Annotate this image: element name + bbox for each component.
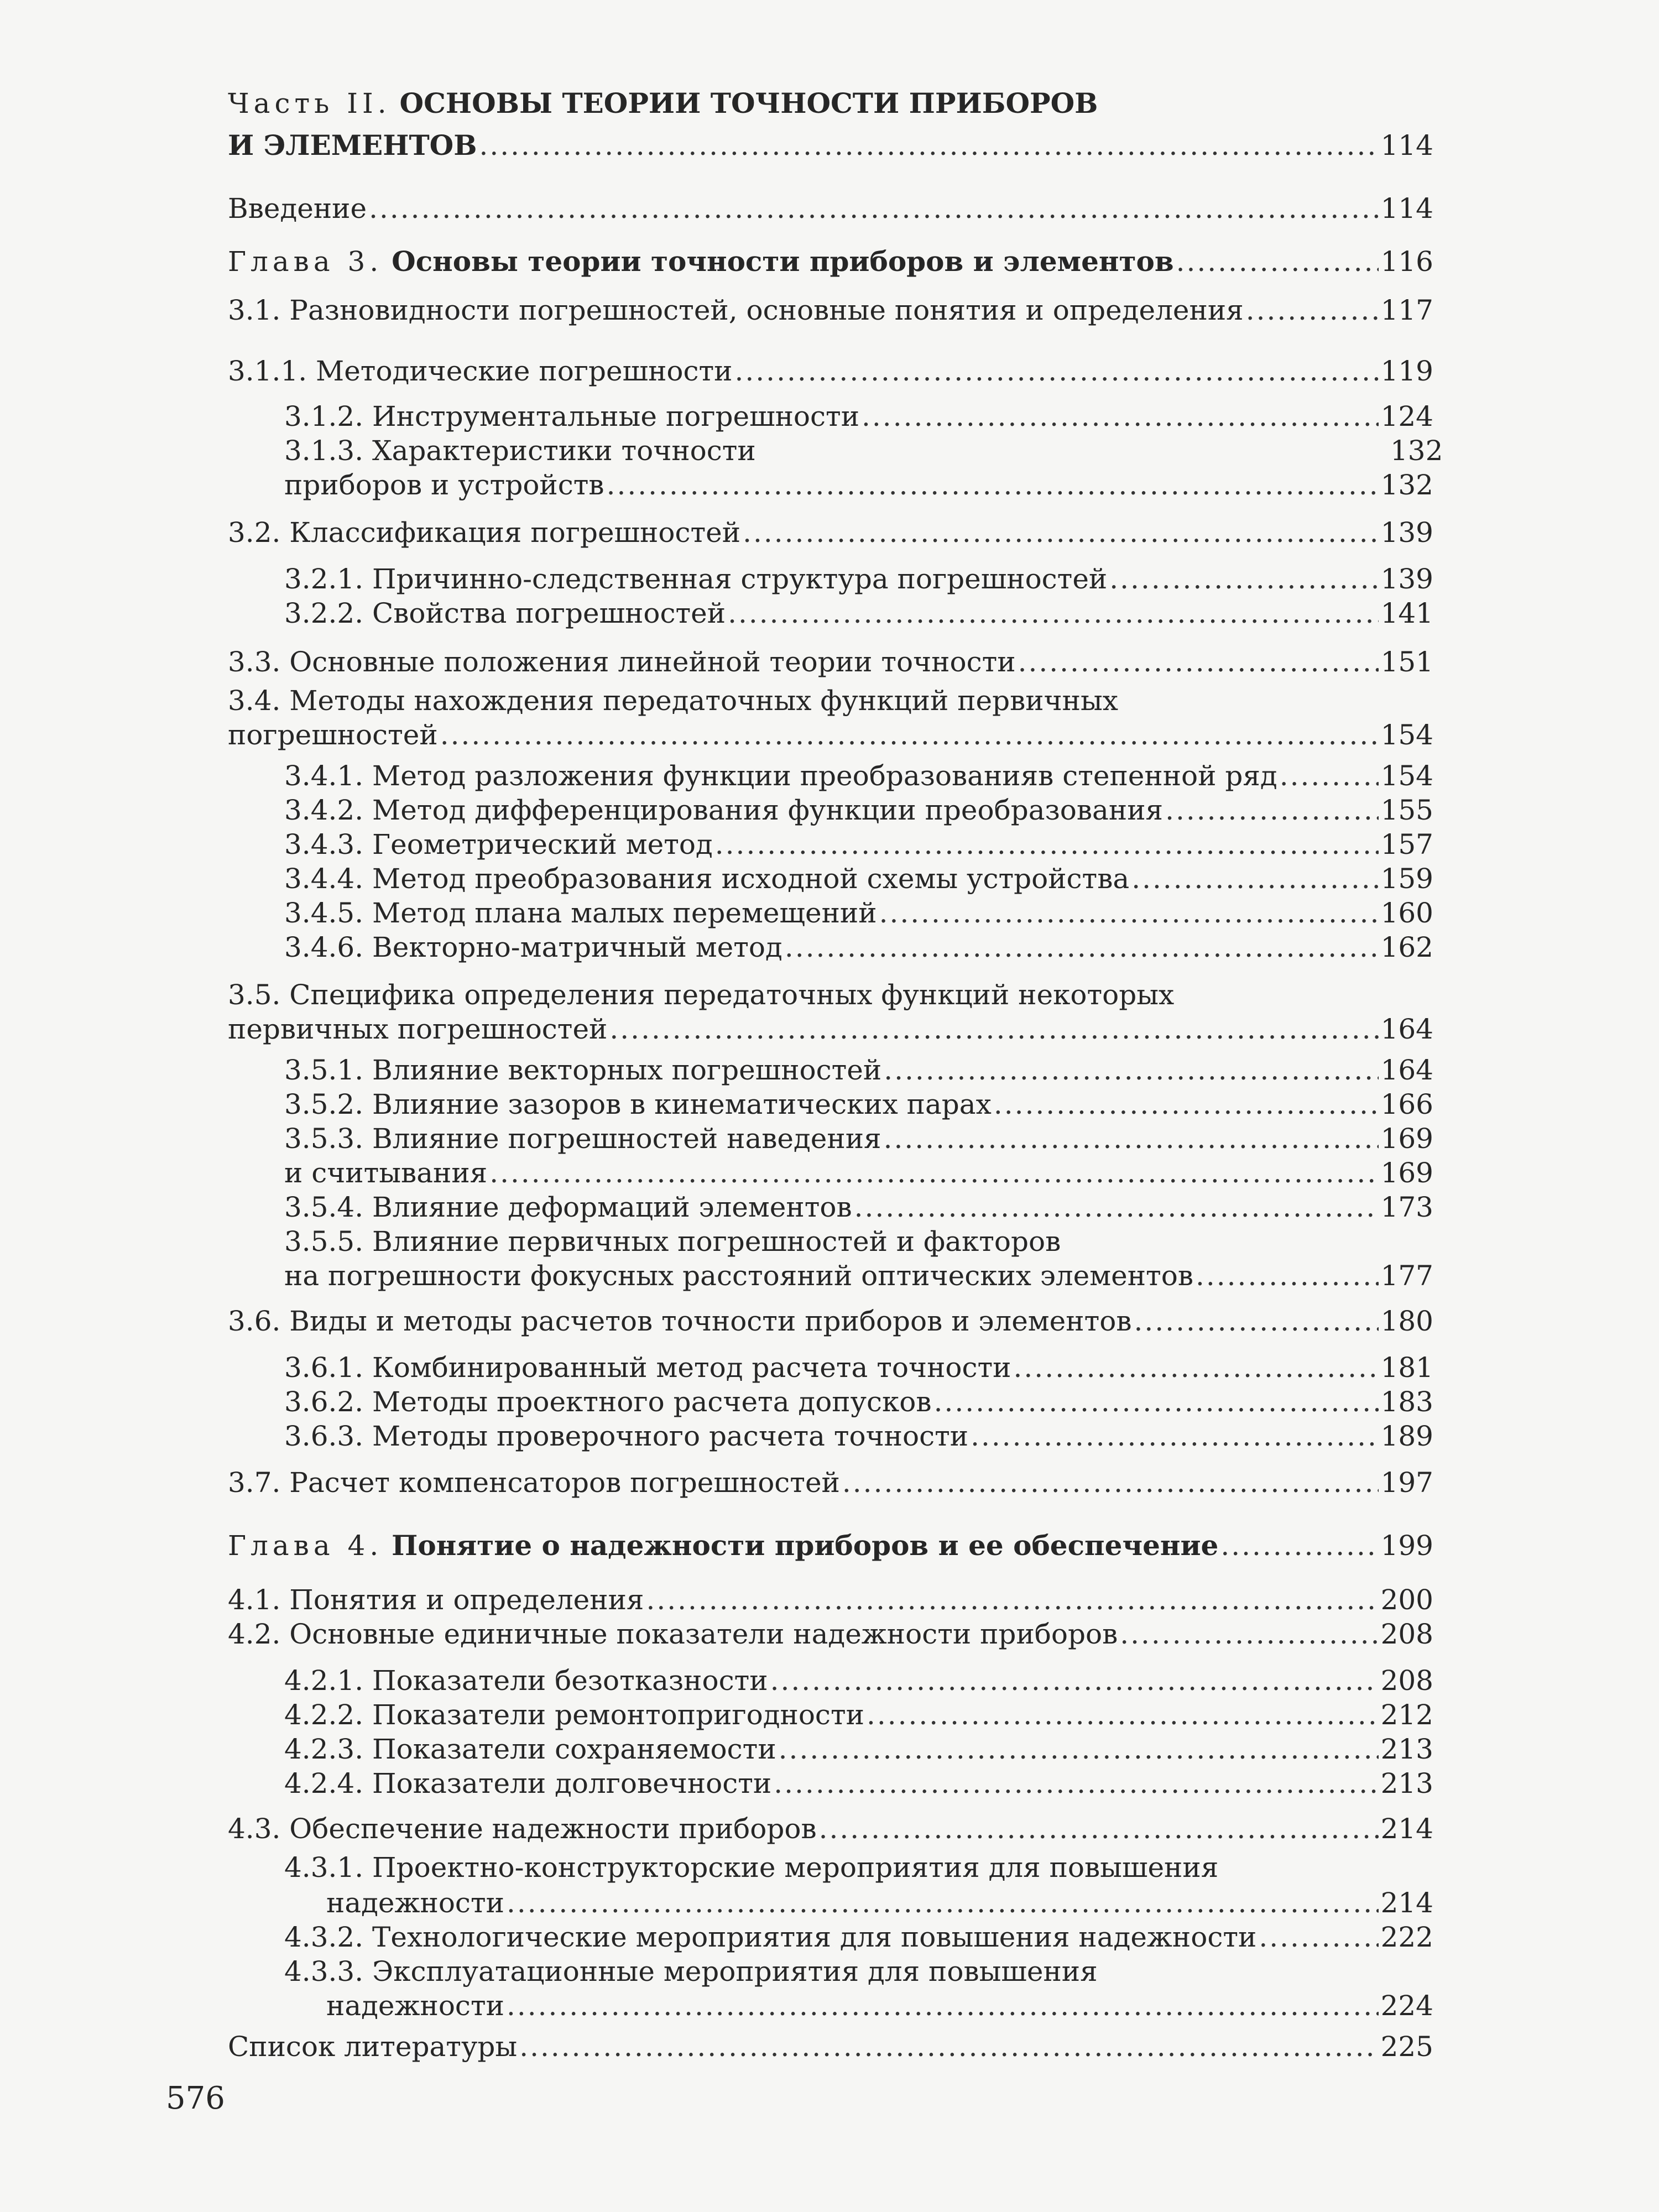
dot-leader — [1165, 793, 1379, 827]
dot-leader — [1246, 293, 1379, 327]
toc-entry — [284, 1087, 1433, 1121]
toc-page: 159 — [1380, 863, 1433, 895]
toc-entry — [284, 896, 1433, 930]
dot-leader — [994, 1087, 1379, 1121]
toc-page: 141 — [1380, 597, 1433, 629]
toc-entry — [228, 86, 1098, 121]
toc-entry — [228, 1012, 1433, 1046]
toc-title: надежности — [326, 1990, 504, 2022]
dot-leader — [519, 2030, 1378, 2064]
toc-entry — [284, 468, 1433, 502]
toc-entry — [326, 1886, 1433, 1920]
toc-page: 114 — [1380, 129, 1433, 161]
dot-leader — [1131, 862, 1378, 896]
toc-title: 3.1.3. Характеристики точности — [284, 435, 756, 467]
toc-entry — [284, 930, 1433, 964]
toc-title: 3.2.2. Свойства погрешностей — [284, 597, 726, 629]
toc-title: 3.2.1. Причинно-следственная структура погрешностей — [284, 563, 1108, 595]
toc-title: 3.6.1. Комбинированный метод расчета точности — [284, 1352, 1011, 1384]
toc-title: 3.5.3. Влияние погрешностей наведения — [284, 1123, 881, 1155]
toc-page: 181 — [1380, 1352, 1433, 1384]
toc-entry — [228, 718, 1433, 752]
dot-leader — [507, 1989, 1379, 2023]
toc-entry — [284, 793, 1433, 827]
toc-page: 132 — [1380, 469, 1433, 501]
toc-entry — [284, 1053, 1433, 1087]
toc-page: 212 — [1380, 1699, 1433, 1731]
toc-title: Список литературы — [228, 2031, 518, 2063]
toc-entry — [284, 1954, 1098, 1989]
dot-leader — [1220, 1528, 1378, 1563]
toc-title: 3.3. Основные положения линейной теории точности — [228, 646, 1016, 678]
toc-entry — [228, 1465, 1433, 1500]
toc-title: 4.3.3. Эксплуатационные мероприятия для повышения — [284, 1955, 1098, 1987]
toc-page: 162 — [1380, 931, 1433, 963]
toc-page: 213 — [1380, 1733, 1433, 1765]
toc-page: 183 — [1380, 1386, 1433, 1418]
toc-page: 124 — [1380, 400, 1433, 432]
toc-entry — [228, 244, 1433, 279]
toc-title: И ЭЛЕМЕНТОВ — [228, 129, 477, 161]
dot-leader — [1196, 1259, 1379, 1293]
toc-title: 4.2.1. Показатели безотказности — [284, 1665, 768, 1697]
dot-leader — [609, 1012, 1378, 1046]
toc-entry — [284, 1663, 1433, 1698]
toc-entry — [284, 1766, 1433, 1801]
toc-title: 3.4.4. Метод преобразования исходной схемы устройства — [284, 863, 1130, 895]
toc-entry — [326, 1989, 1433, 2023]
chapter-title: Основы теории точности приборов и элементов — [392, 245, 1174, 278]
toc-entry — [284, 1385, 1433, 1419]
toc-entry — [284, 1698, 1433, 1732]
toc-entry — [284, 1419, 1433, 1453]
toc-title: 4.2.2. Показатели ремонтопригодности — [284, 1699, 864, 1731]
dot-leader — [854, 1190, 1379, 1224]
toc-entry — [284, 1350, 1433, 1385]
dot-leader — [440, 718, 1379, 752]
dot-leader — [862, 399, 1379, 434]
toc-entry — [228, 1304, 1433, 1338]
dot-leader — [479, 128, 1378, 163]
toc-title: 3.4.5. Метод плана малых перемещений — [284, 897, 877, 929]
toc-page: 225 — [1380, 2031, 1433, 2063]
toc-entry — [284, 862, 1433, 896]
toc-title: приборов и устройств — [284, 469, 604, 501]
toc-entry — [284, 1156, 1433, 1190]
toc-title: 3.1.1. Методические погрешности — [228, 355, 733, 387]
toc-entry — [228, 1583, 1433, 1617]
toc-page: 189 — [1380, 1420, 1433, 1452]
toc-page: 200 — [1380, 1584, 1433, 1616]
dot-leader — [779, 1732, 1379, 1766]
toc-page: 214 — [1380, 1813, 1433, 1845]
dot-leader — [646, 1583, 1378, 1617]
toc-title: надежности — [326, 1887, 504, 1919]
toc-entry — [228, 128, 1433, 163]
toc-entry — [284, 1224, 1061, 1259]
chapter-prefix: Глава 4. — [228, 1530, 383, 1562]
dot-leader — [785, 930, 1379, 964]
toc-page: 224 — [1380, 1990, 1433, 2022]
toc-page: 208 — [1380, 1665, 1433, 1697]
dot-leader — [934, 1385, 1379, 1419]
toc-entry — [284, 1732, 1433, 1766]
toc-title: 3.1.2. Инструментальные погрешности — [284, 400, 860, 432]
toc-title: 3.5. Специфика определения передаточных функций некоторых — [228, 979, 1175, 1011]
toc-entry — [228, 1528, 1433, 1563]
toc-page: 180 — [1380, 1305, 1433, 1337]
dot-leader — [1109, 562, 1378, 596]
toc-entry — [228, 354, 1433, 388]
dot-leader — [728, 596, 1378, 630]
toc-entry — [284, 1920, 1433, 1954]
toc-title: 3.6.2. Методы проектного расчета допусков — [284, 1386, 932, 1418]
toc-entry — [284, 434, 1443, 468]
toc-entry — [284, 827, 1433, 862]
toc-page: 116 — [1380, 246, 1433, 278]
toc-title: 3.1. Разновидности погрешностей, основные понятия и определения — [228, 294, 1244, 326]
toc-page: 166 — [1380, 1088, 1433, 1120]
toc-title: 3.4.6. Векторно-матричный метод — [284, 931, 782, 963]
toc-page: 222 — [1380, 1921, 1433, 1953]
toc-title: 3.5.1. Влияние векторных погрешностей — [284, 1054, 882, 1086]
toc-entry — [228, 645, 1433, 679]
dot-leader — [743, 515, 1379, 550]
toc-entry — [284, 1850, 1218, 1885]
toc-entry — [284, 562, 1433, 596]
toc-page: 199 — [1380, 1530, 1433, 1562]
toc-entry — [284, 596, 1433, 630]
toc-title: 4.1. Понятия и определения — [228, 1584, 644, 1616]
dot-leader — [1176, 244, 1379, 279]
dot-leader — [607, 468, 1379, 502]
toc-page: 132 — [1390, 435, 1443, 467]
toc-title: на погрешности фокусных расстояний оптических элементов — [284, 1260, 1193, 1292]
chapter-title: Понятие о надежности приборов и ее обеспечение — [392, 1529, 1219, 1562]
toc-page: 197 — [1380, 1467, 1433, 1499]
toc-entry — [228, 684, 1118, 718]
toc-page: 154 — [1380, 719, 1433, 751]
toc-title: Введение — [228, 192, 367, 225]
dot-leader — [489, 1156, 1378, 1190]
dot-leader — [735, 354, 1379, 388]
toc-entry — [228, 515, 1433, 550]
toc-entry — [284, 1121, 1433, 1156]
toc-page: 119 — [1380, 355, 1433, 387]
toc-page: 164 — [1380, 1054, 1433, 1086]
toc-title: погрешностей — [228, 719, 438, 751]
dot-leader — [1014, 1350, 1379, 1385]
toc-page: 164 — [1380, 1013, 1433, 1045]
toc-title: 4.3.1. Проектно-конструкторские мероприятия для повышения — [284, 1851, 1219, 1884]
toc-page: 155 — [1380, 794, 1433, 826]
dot-leader — [1120, 1617, 1378, 1651]
toc-entry — [284, 759, 1433, 793]
toc-title: первичных погрешностей — [228, 1013, 608, 1045]
dot-leader — [774, 1766, 1378, 1801]
toc-title: 3.4.2. Метод дифференцирования функции преобразования — [284, 794, 1164, 826]
dot-leader — [1280, 759, 1379, 793]
toc-page: 177 — [1380, 1260, 1433, 1292]
toc-title: 3.2. Классификация погрешностей — [228, 517, 741, 549]
toc-page: 157 — [1380, 828, 1433, 860]
toc-title: 3.4. Методы нахождения передаточных функций первичных — [228, 685, 1118, 717]
toc-title: 3.7. Расчет компенсаторов погрешностей — [228, 1467, 840, 1499]
toc-title: 3.4.1. Метод разложения функции преобразованияв степенной ряд — [284, 760, 1277, 792]
toc-page: 117 — [1380, 294, 1433, 326]
toc-page: 173 — [1380, 1191, 1433, 1223]
dot-leader — [884, 1053, 1378, 1087]
toc-title: 4.2.4. Показатели долговечности — [284, 1767, 772, 1799]
toc-page: 151 — [1380, 646, 1433, 678]
toc-page: 214 — [1380, 1887, 1433, 1919]
dot-leader — [884, 1121, 1379, 1156]
toc-page: 213 — [1380, 1767, 1433, 1799]
dot-leader — [1018, 645, 1379, 679]
toc-title: и считывания — [284, 1157, 488, 1189]
chapter-prefix: Глава 3. — [228, 246, 383, 278]
toc-title: 3.6. Виды и методы расчетов точности приборов и элементов — [228, 1305, 1132, 1337]
dot-leader — [971, 1419, 1379, 1453]
toc-entry — [228, 191, 1433, 226]
page-number: 576 — [166, 2080, 225, 2116]
toc-page: 139 — [1380, 563, 1433, 595]
toc-page: 169 — [1380, 1157, 1433, 1189]
toc-title: 3.6.3. Методы проверочного расчета точности — [284, 1420, 969, 1452]
dot-leader — [867, 1698, 1379, 1732]
toc-title: 3.5.5. Влияние первичных погрешностей и факторов — [284, 1225, 1061, 1258]
part-prefix: Часть II. — [228, 87, 391, 119]
toc-title: 4.3. Обеспечение надежности приборов — [228, 1813, 817, 1845]
toc-page: 208 — [1380, 1618, 1433, 1650]
toc-entry — [228, 1812, 1433, 1846]
dot-leader — [507, 1886, 1379, 1920]
toc-title: 3.4.3. Геометрический метод — [284, 828, 713, 860]
toc-page: 139 — [1380, 517, 1433, 549]
dot-leader — [369, 191, 1378, 226]
toc-entry — [284, 1190, 1433, 1224]
part-title: ОСНОВЫ ТЕОРИИ ТОЧНОСТИ ПРИБОРОВ — [399, 87, 1098, 119]
toc-entry — [284, 399, 1433, 434]
toc-title: 3.5.4. Влияние деформаций элементов — [284, 1191, 852, 1223]
toc-entry — [284, 1259, 1433, 1293]
dot-leader — [879, 896, 1379, 930]
dot-leader — [1259, 1920, 1378, 1954]
toc-page: 160 — [1380, 897, 1433, 929]
toc-entry — [228, 293, 1433, 327]
toc-title: 4.2. Основные единичные показатели надежности приборов — [228, 1618, 1118, 1650]
toc-page: 169 — [1380, 1123, 1433, 1155]
dot-leader — [715, 827, 1379, 862]
toc-title: 4.3.2. Технологические мероприятия для повышения надежности — [284, 1921, 1257, 1953]
dot-leader — [842, 1465, 1379, 1500]
toc-title: 3.5.2. Влияние зазоров в кинематических парах — [284, 1088, 992, 1120]
toc-page: 114 — [1380, 192, 1433, 225]
dot-leader — [1134, 1304, 1379, 1338]
toc-entry — [228, 2030, 1433, 2064]
toc-entry — [228, 1617, 1433, 1651]
dot-leader — [770, 1663, 1379, 1698]
toc-entry — [228, 978, 1174, 1012]
toc-page: 154 — [1380, 760, 1433, 792]
dot-leader — [819, 1812, 1379, 1846]
toc-title: 4.2.3. Показатели сохраняемости — [284, 1733, 776, 1765]
